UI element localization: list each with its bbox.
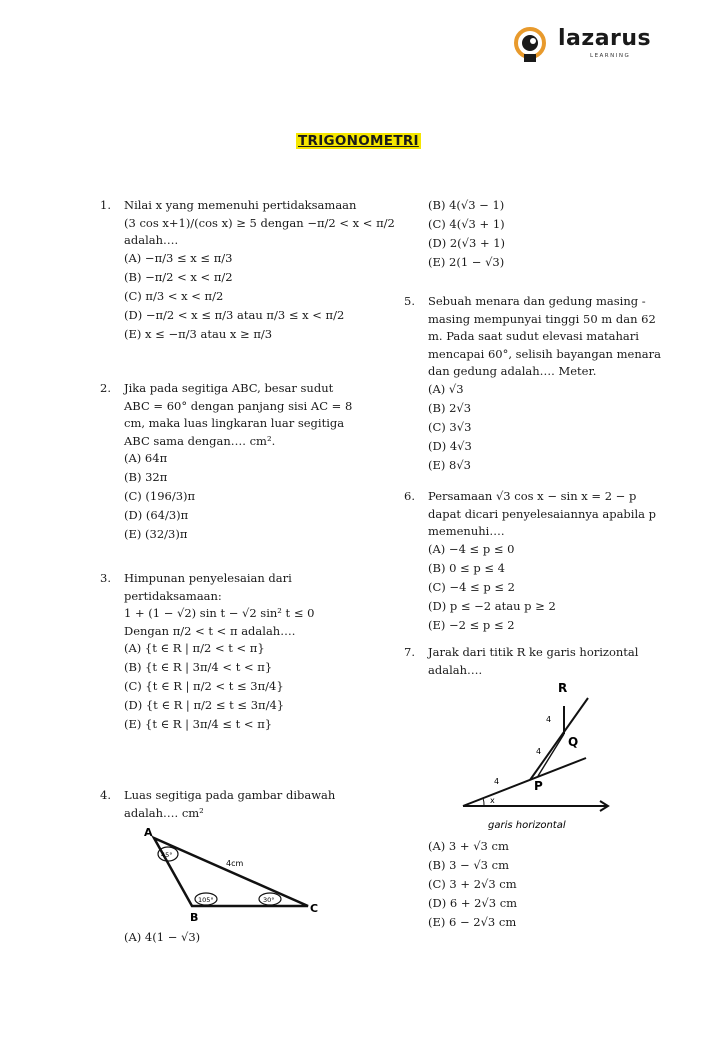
answer-option: (B) 32π [124, 470, 168, 484]
question-number: 6. [404, 489, 415, 503]
question-text: cm, maka luas lingkaran luar segitiga [124, 416, 345, 430]
vertex-b-label: B [190, 911, 199, 924]
answer-option: (A) 3 + √3 cm [428, 839, 509, 853]
vertex-a-label: A [144, 828, 153, 839]
question-number: 4. [100, 788, 111, 802]
question-4-continued [428, 197, 648, 273]
answer-option: (D) {t ∈ R | π/2 ≤ t ≤ 3π/4} [124, 698, 285, 712]
question-number: 5. [404, 294, 415, 308]
logo-text: lazarus [558, 26, 652, 51]
length-label-2: 4 [536, 747, 542, 756]
question-body [428, 488, 656, 636]
answer-option: (D) 2(√3 + 1) [428, 236, 506, 250]
length-label-3: 4 [494, 777, 500, 786]
answer-option: (E) 8√3 [428, 457, 471, 472]
question-number: 2. [100, 381, 111, 395]
side-ac-label: 4cm [226, 859, 244, 868]
triangle-figure [140, 828, 340, 928]
point-r-label: R [558, 681, 568, 695]
question-body [428, 293, 661, 476]
length-label-1: 4 [546, 715, 552, 724]
point-q-label: Q [568, 735, 579, 749]
angle-arc [483, 798, 484, 806]
question-number: 1. [100, 198, 111, 212]
question-text: Sebuah menara dan gedung masing - [428, 294, 646, 308]
answer-option: (D) p ≤ −2 atau p ≥ 2 [428, 598, 556, 613]
answer-option: (E) −2 ≤ p ≤ 2 [428, 617, 515, 632]
angle-c-label: 30° [263, 896, 275, 904]
answer-option: (E) x ≤ −π/3 atau x ≥ π/3 [124, 326, 273, 341]
answer-option: (A) {t ∈ R | π/2 < t < π} [124, 641, 265, 655]
answer-option: (C) −4 ≤ p ≤ 2 [428, 579, 515, 594]
answer-option: (A) −π/3 ≤ x ≤ π/3 [124, 250, 233, 265]
segment-rq [538, 734, 564, 776]
question-text: Dengan π/2 < t < π adalah…. [124, 623, 296, 638]
question-body [124, 787, 335, 822]
answer-option: (A) 4(1 − √3) [124, 930, 201, 944]
question-text: Jika pada segitiga ABC, besar sudut [124, 381, 334, 395]
question-body [124, 570, 314, 735]
point-p-label: P [534, 779, 543, 793]
question-text: dan gedung adalah…. Meter. [428, 364, 597, 378]
question-text: masing mempunyai tinggi 50 m dan 62 [428, 311, 656, 326]
triangle-outline [154, 838, 308, 906]
angle-b-label: 105° [198, 896, 214, 904]
question-text: Persamaan √3 cos x − sin x = 2 − p [428, 489, 637, 503]
horizontal-line-caption: garis horizontal [488, 820, 566, 831]
answer-option: (B) 0 ≤ p ≤ 4 [428, 560, 505, 575]
question-text: Jarak dari titik R ke garis horizontal [428, 645, 639, 659]
question-text: Himpunan penyelesaian dari [124, 571, 292, 585]
question-text: ABC = 60° dengan panjang sisi AC = 8 [124, 398, 353, 413]
answer-option: (B) 4(√3 − 1) [428, 198, 505, 212]
angle-a-label: 45° [161, 851, 173, 859]
question-text: adalah…. [428, 662, 483, 677]
answer-option: (B) {t ∈ R | 3π/4 < t < π} [124, 660, 273, 674]
question-text: ABC sama dengan…. cm². [124, 433, 276, 448]
question-number: 7. [404, 645, 415, 659]
answer-option: (B) 3 − √3 cm [428, 858, 509, 872]
answer-option: (E) {t ∈ R | 3π/4 ≤ t < π} [124, 717, 273, 731]
logo-subtext: LEARNING [590, 53, 631, 59]
answer-option: (B) 2√3 [428, 400, 472, 415]
question-text: adalah…. [124, 233, 179, 247]
question-number: 3. [100, 571, 111, 585]
answer-option: (D) (64/3)π [124, 508, 189, 522]
slanted-line-lower [463, 758, 586, 806]
question-body [124, 380, 352, 545]
answer-option: (A) 64π [124, 451, 168, 465]
answer-option: (D) −π/2 < x ≤ π/3 atau π/3 ≤ x < π/2 [124, 307, 345, 322]
answer-option: (C) π/3 < x < π/2 [124, 288, 224, 303]
answer-option: (C) {t ∈ R | π/2 < t ≤ 3π/4} [124, 679, 284, 693]
answer-option: (D) 4√3 [428, 438, 472, 453]
question-text: dapat dicari penyelesaiannya apabila p [428, 506, 657, 521]
page-title: TRIGONOMETRI [298, 133, 419, 149]
answer-option: (C) 3√3 [428, 419, 472, 434]
answer-option: (E) 6 − 2√3 cm [428, 915, 517, 929]
question-text: m. Pada saat sudut elevasi matahari [428, 329, 639, 343]
question-text: Luas segitiga pada gambar dibawah [124, 788, 336, 802]
geometry-figure [458, 676, 628, 836]
answer-option: (C) 3 + 2√3 cm [428, 877, 517, 891]
question-body [428, 644, 638, 679]
question-body [124, 197, 395, 345]
question-text: adalah…. cm² [124, 805, 204, 820]
lazarus-logo [512, 26, 652, 62]
question-text: (3 cos x+1)/(cos x) ≥ 5 dengan −π/2 < x < π/2 [124, 215, 395, 230]
vertex-c-label: C [310, 902, 319, 915]
question-7-options [428, 838, 648, 933]
question-text: 1 + (1 − √2) sin t − √2 sin² t ≤ 0 [124, 606, 315, 620]
question-text: memenuhi…. [428, 524, 505, 538]
question-text: Nilai x yang memenuhi pertidaksamaan [124, 198, 357, 212]
answer-option: (A) √3 [428, 381, 464, 396]
answer-option: (C) 4(√3 + 1) [428, 217, 505, 231]
question-text: mencapai 60°, selisih bayangan menara [428, 346, 661, 361]
answer-option: (E) (32/3)π [124, 527, 188, 541]
lazarus-emblem-icon [512, 26, 552, 66]
answer-option: (D) 6 + 2√3 cm [428, 896, 518, 910]
question-text: pertidaksamaan: [124, 588, 222, 603]
answer-option: (C) (196/3)π [124, 489, 196, 503]
answer-option: (A) −4 ≤ p ≤ 0 [428, 541, 515, 556]
answer-option: (B) −π/2 < x < π/2 [124, 269, 233, 284]
question-4-options [124, 929, 344, 948]
answer-option: (E) 2(1 − √3) [428, 255, 505, 269]
angle-x-label: x [490, 796, 495, 805]
